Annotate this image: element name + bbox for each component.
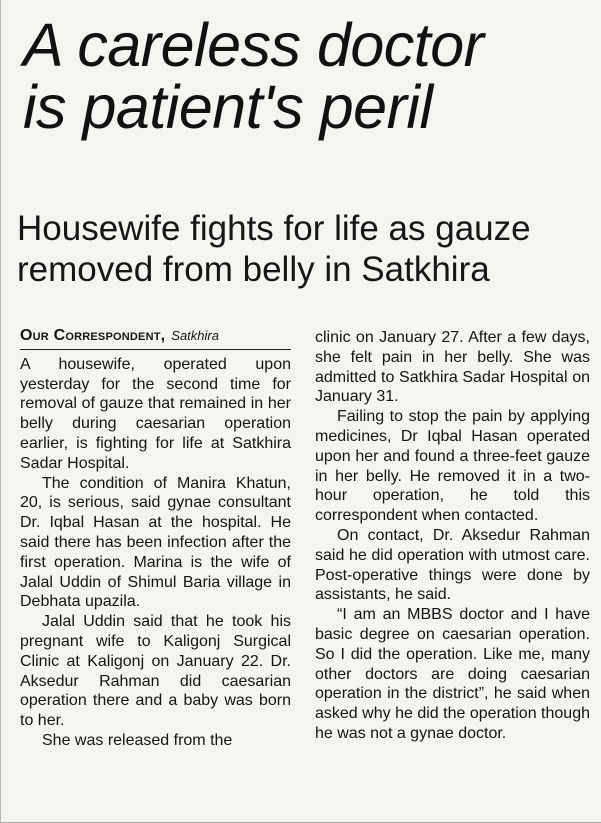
headline-line-2: is patient's peril — [23, 73, 433, 141]
paragraph: Jalal Uddin said that he took his pregnant wife to Kaligonj Surgical Clinic at Kaligonj on January 22. Dr. Aksedur Rahman did caesarian operation there and a baby was born to her. — [20, 613, 291, 730]
byline — [20, 326, 291, 350]
headline-line-1: A careless doctor — [23, 11, 484, 79]
paragraph: A housewife, operated upon yesterday for the second time for removal of gauze that remained in her belly during caesarian operation earlier, is fighting for life at Satkhira Sadar Hospital. — [20, 355, 291, 472]
byline-location: Satkhira — [171, 328, 219, 343]
paragraph: clinic on January 27. After a few days, she felt pain in her belly. She was admitted to Satkhira Sadar Hospital on January 31. — [315, 329, 590, 406]
subheadline-line-2: removed from belly in Satkhira — [17, 250, 490, 289]
paragraph: On contact, Dr. Aksedur Rahman said he did operation with utmost care. Post-operative things were done by assistants, he said. — [315, 526, 590, 604]
byline-author: Our Correspondent, — [20, 327, 166, 344]
headline — [23, 11, 593, 141]
paragraph: The condition of Manira Khatun, 20, is serious, said gynae consultant Dr. Iqbal Hasan at the hospital. He said there has been infection after the first operation. Marina is the wife of Jalal Uddin of Shimul Baria village in Debhata upazila. — [20, 474, 291, 611]
article-column-right — [315, 328, 590, 744]
subheadline-line-1: Housewife fights for life as gauze — [17, 209, 531, 248]
paragraph: Failing to stop the pain by applying medicines, Dr Iqbal Hasan operated upon her and found a three-feet gauze in her belly. He removed it in a two-hour operation, he told this correspondent when contacted. — [315, 408, 590, 525]
subheadline — [17, 208, 597, 290]
paragraph: “I am an MBBS doctor and I have basic degree on caesarian operation. So I did the operation. Like me, many other doctors are doing caesarian operation in the district”, he said when asked why he did the operation though he was not a gynae doctor. — [315, 606, 590, 742]
paragraph: She was released from the — [42, 731, 233, 749]
article-column-left — [20, 326, 291, 751]
